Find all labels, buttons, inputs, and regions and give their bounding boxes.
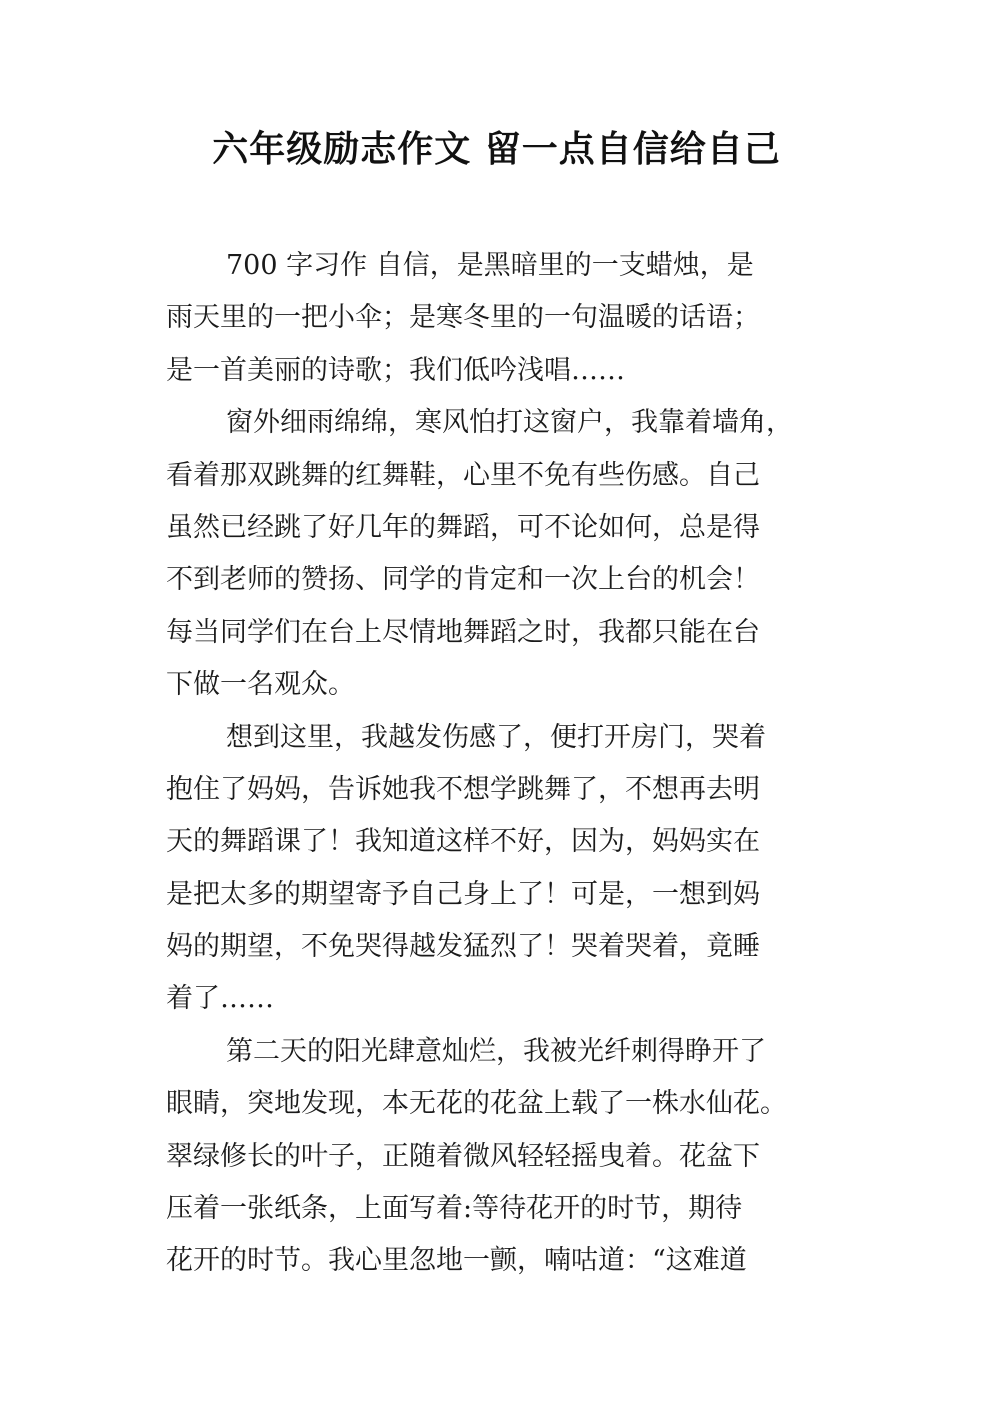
text-line: 是把太多的期望寄予自己身上了！可是，一想到妈 bbox=[166, 878, 760, 910]
text-line: 下做一名观众。 bbox=[166, 669, 355, 701]
text-line: 想到这里，我越发伤感了，便打开房门，哭着 bbox=[226, 721, 766, 753]
text-line: 看着那双跳舞的红舞鞋，心里不免有些伤感。自己 bbox=[166, 459, 760, 491]
text-line: 天的舞蹈课了！我知道这样不好，因为，妈妈实在 bbox=[166, 826, 760, 858]
text-line: 不到老师的赞扬、同学的肯定和一次上台的机会！ bbox=[166, 564, 760, 596]
essay-body bbox=[166, 240, 846, 1288]
document-title: 六年级励志作文 留一点自信给自己 bbox=[212, 129, 781, 170]
text-line: 虽然已经跳了好几年的舞蹈，可不论如何，总是得 bbox=[166, 511, 760, 543]
text-line: 雨天里的一把小伞；是寒冬里的一句温暖的话语； bbox=[166, 302, 760, 334]
text-line: 窗外细雨绵绵，寒风怕打这窗户，我靠着墙角， bbox=[226, 407, 793, 439]
text-line: 抱住了妈妈，告诉她我不想学跳舞了，不想再去明 bbox=[166, 773, 760, 805]
text-line: 是一首美丽的诗歌；我们低吟浅唱…… bbox=[166, 354, 625, 386]
text-line: 压着一张纸条，上面写着:等待花开的时节，期待 bbox=[166, 1193, 743, 1225]
text-line: 眼睛，突地发现，本无花的花盆上载了一株水仙花。 bbox=[166, 1088, 787, 1120]
text-line: 花开的时节。我心里忽地一颤，喃咕道：“这难道 bbox=[166, 1245, 747, 1277]
text-line: 700 字习作 自信，是黑暗里的一支蜡烛，是 bbox=[226, 250, 754, 281]
text-line: 翠绿修长的叶子，正随着微风轻轻摇曳着。花盆下 bbox=[166, 1140, 760, 1172]
text-line: 着了…… bbox=[166, 983, 274, 1015]
text-line: 妈的期望，不免哭得越发猛烈了！哭着哭着，竟睡 bbox=[166, 931, 760, 963]
text-line: 第二天的阳光肆意灿烂，我被光纤刺得睁开了 bbox=[226, 1035, 766, 1067]
text-line: 每当同学们在台上尽情地舞蹈之时，我都只能在台 bbox=[166, 616, 760, 648]
